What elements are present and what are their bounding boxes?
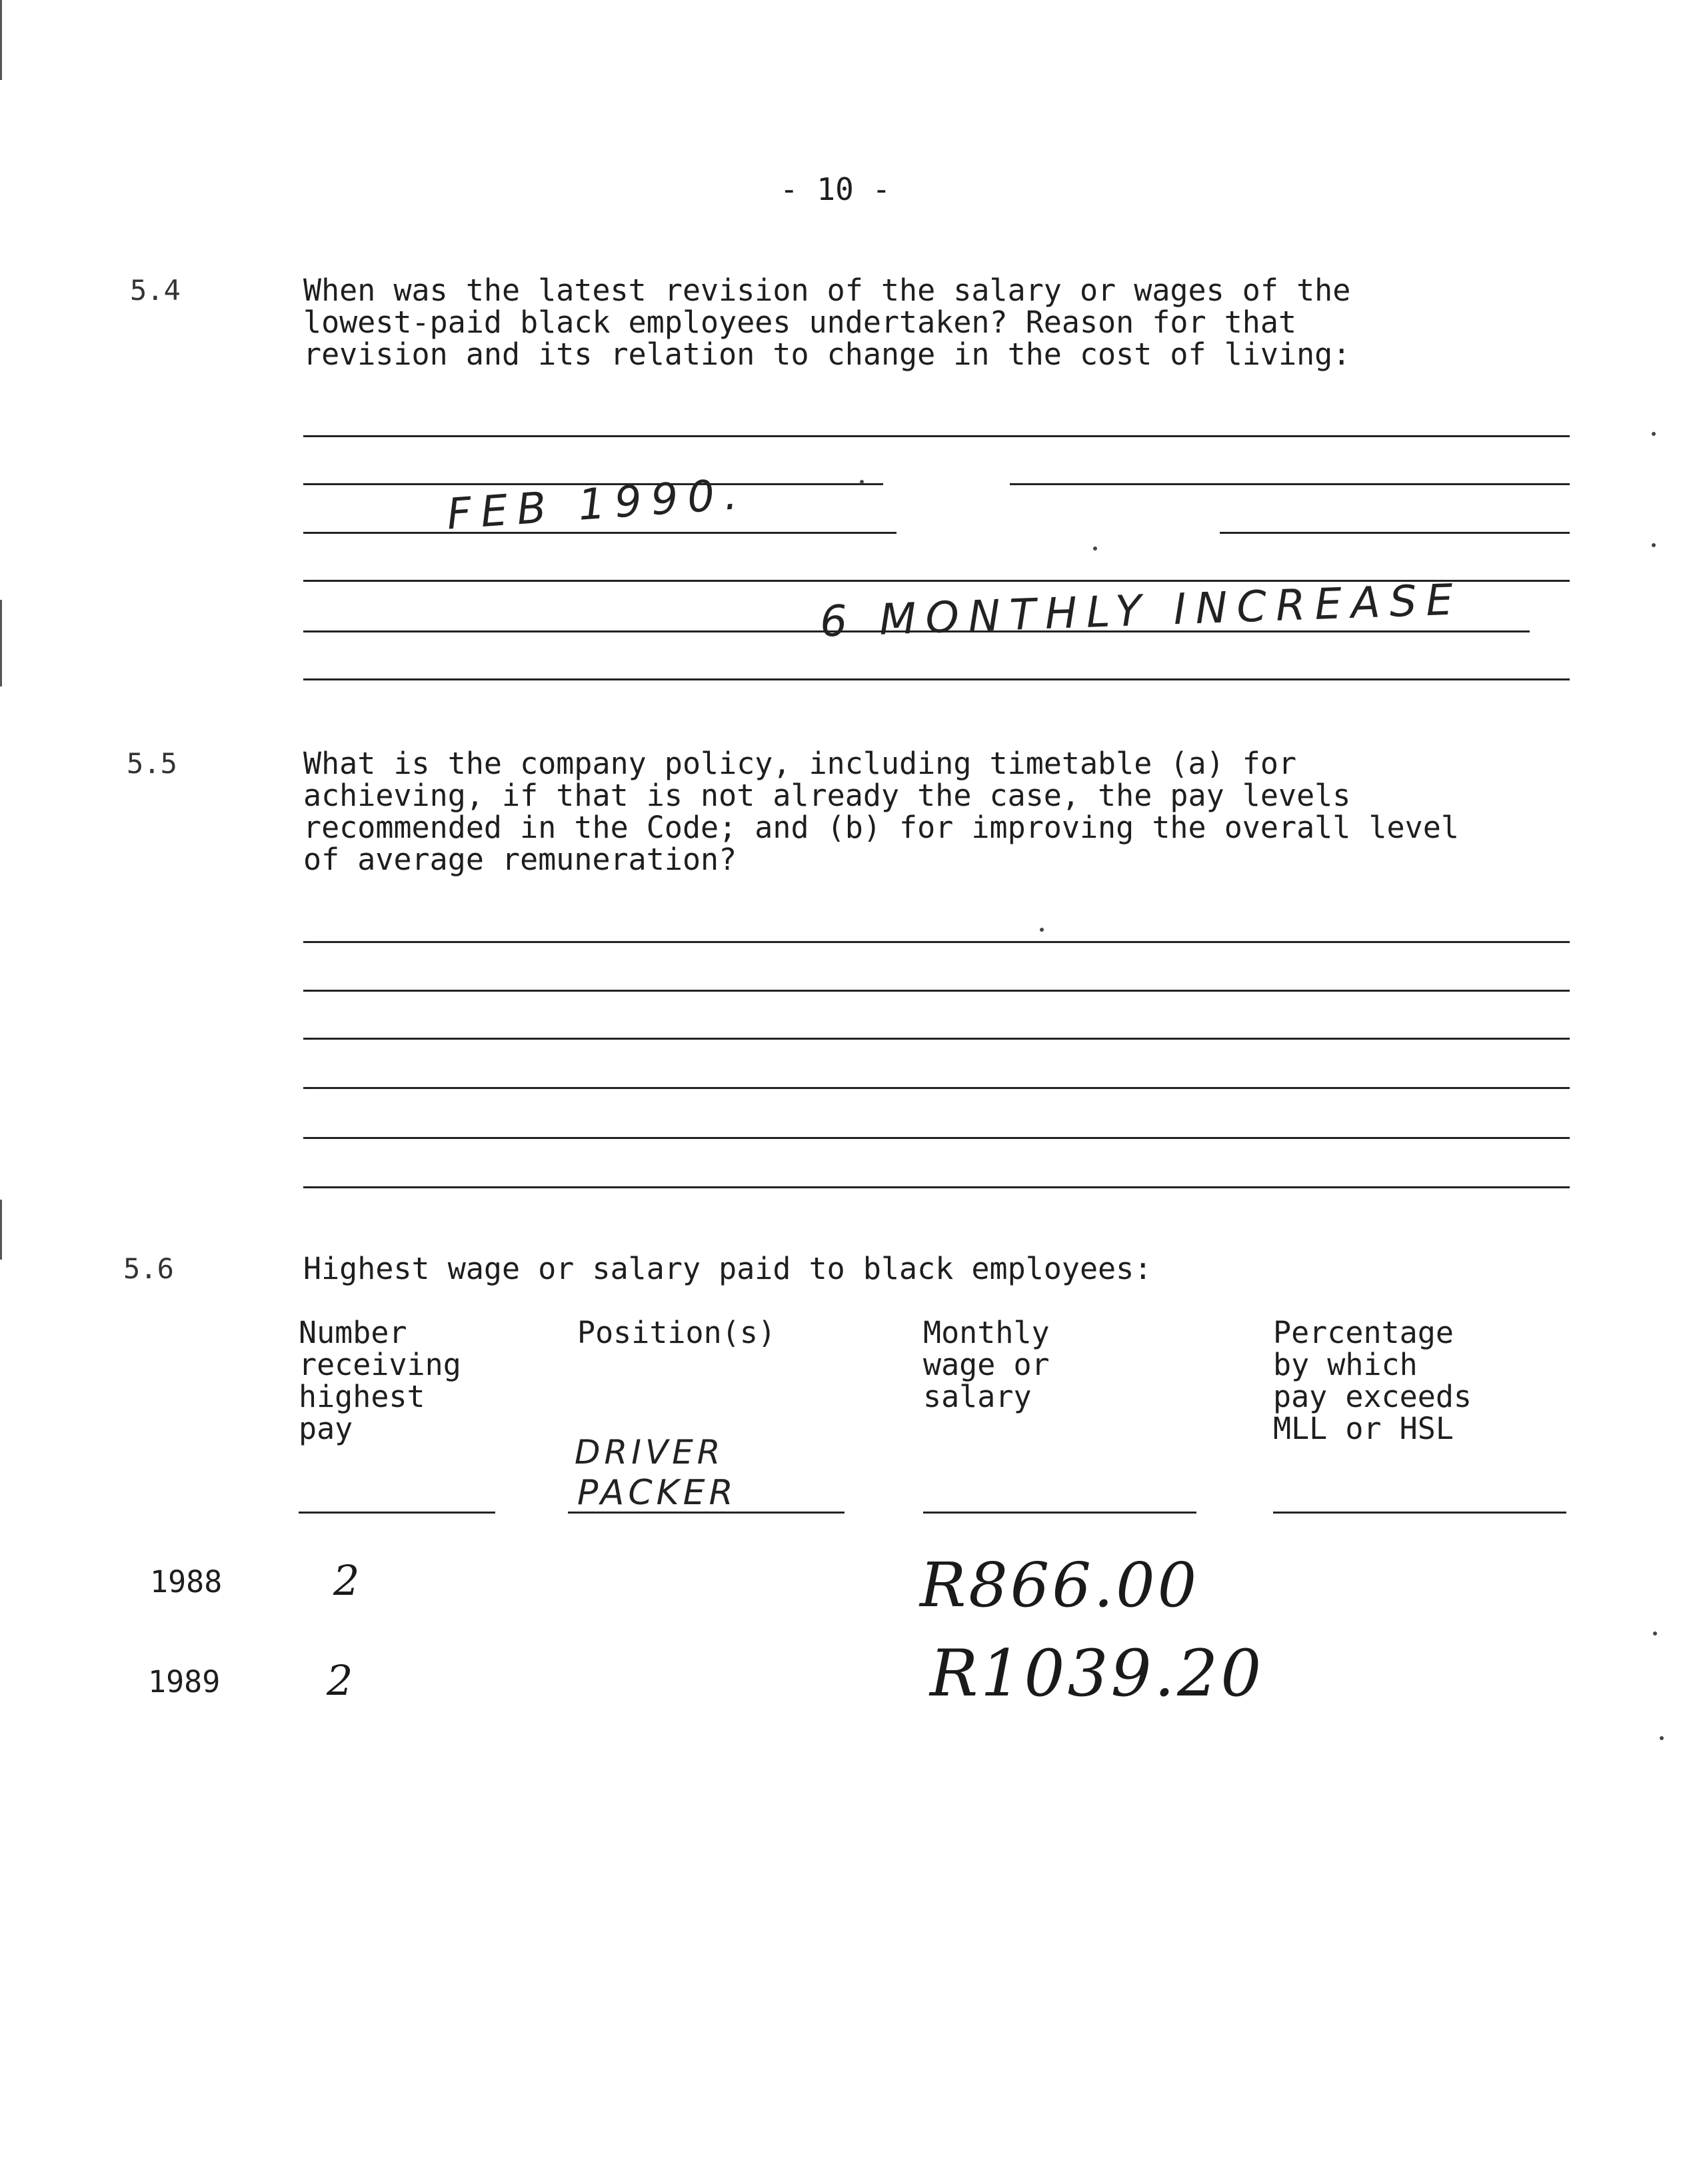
handwritten-answer-reason: 6 MONTHLY INCREASE: [819, 575, 1463, 647]
handwritten-position-1: DRIVER: [575, 1433, 725, 1472]
header-line: Number: [299, 1315, 407, 1350]
column-header-position: [577, 1317, 776, 1349]
column-underline: [1273, 1512, 1566, 1514]
scan-edge-mark: [0, 600, 2, 686]
scan-edge-mark: [0, 1200, 2, 1260]
column-header-number: [299, 1317, 461, 1445]
question-line: revision and its relation to change in the cost of living:: [303, 337, 1351, 372]
answer-line: [303, 1038, 1570, 1040]
page-number: - 10 -: [780, 171, 891, 207]
scan-speck: [1652, 432, 1656, 436]
row-number-1989: 2: [327, 1656, 359, 1705]
column-underline: [299, 1512, 495, 1514]
question-line: of average remuneration?: [303, 842, 737, 877]
question-5-6-number: 5.6: [123, 1252, 174, 1285]
question-5-6-title: Highest wage or salary paid to black employees:: [303, 1251, 1152, 1286]
row-year-1988: 1988: [150, 1564, 223, 1600]
header-line: salary: [923, 1379, 1032, 1414]
header-line: pay exceeds: [1273, 1379, 1472, 1414]
answer-line: [303, 941, 1570, 943]
row-wage-1988: R866.00: [920, 1550, 1200, 1621]
scan-speck: [1093, 546, 1097, 550]
question-line: What is the company policy, including timetable (a) for: [303, 746, 1297, 781]
column-header-monthly: [923, 1317, 1050, 1413]
answer-line: [303, 678, 1570, 680]
header-line: MLL or HSL: [1273, 1411, 1454, 1446]
scan-edge-mark: [0, 0, 2, 80]
answer-line: [303, 1137, 1570, 1139]
header-line: by which: [1273, 1347, 1418, 1382]
answer-line: [303, 435, 1570, 437]
question-5-4-text: [303, 275, 1350, 371]
handwritten-answer-date: FEB 1990.: [445, 469, 749, 540]
answer-line: [303, 990, 1570, 992]
answer-line: [303, 1087, 1570, 1089]
header-line: receiving: [299, 1347, 461, 1382]
answer-line: [1220, 532, 1570, 534]
row-number-1988: 2: [333, 1556, 365, 1605]
column-header-percentage: [1273, 1317, 1472, 1445]
header-line: highest: [299, 1379, 425, 1414]
answer-line: [303, 1186, 1570, 1188]
scan-speck: [860, 480, 864, 484]
row-year-1989: 1989: [148, 1664, 221, 1699]
row-wage-1989: R1039.20: [930, 1636, 1264, 1711]
question-5-5-text: [303, 748, 1459, 876]
header-line: pay: [299, 1411, 353, 1446]
scan-speck: [1660, 1736, 1664, 1740]
header-line: Monthly: [923, 1315, 1050, 1350]
question-line: lowest-paid black employees undertaken? Reason for that: [303, 305, 1297, 340]
question-line: achieving, if that is not already the case, the pay levels: [303, 778, 1351, 813]
column-underline: [923, 1512, 1196, 1514]
scan-speck: [1653, 1632, 1657, 1636]
header-line: wage or: [923, 1347, 1050, 1382]
question-5-5-number: 5.5: [127, 747, 177, 780]
answer-line: [1010, 483, 1570, 485]
answer-line: [303, 532, 896, 534]
header-line: Position(s): [577, 1315, 777, 1350]
question-5-4-number: 5.4: [130, 274, 181, 307]
question-line: When was the latest revision of the salary or wages of the: [303, 273, 1351, 308]
header-line: Percentage: [1273, 1315, 1454, 1350]
scan-speck: [1652, 543, 1656, 547]
question-line: recommended in the Code; and (b) for improving the overall level: [303, 810, 1459, 845]
column-underline: [568, 1512, 845, 1514]
handwritten-position-2: PACKER: [577, 1473, 737, 1513]
scan-speck: [1040, 928, 1044, 932]
